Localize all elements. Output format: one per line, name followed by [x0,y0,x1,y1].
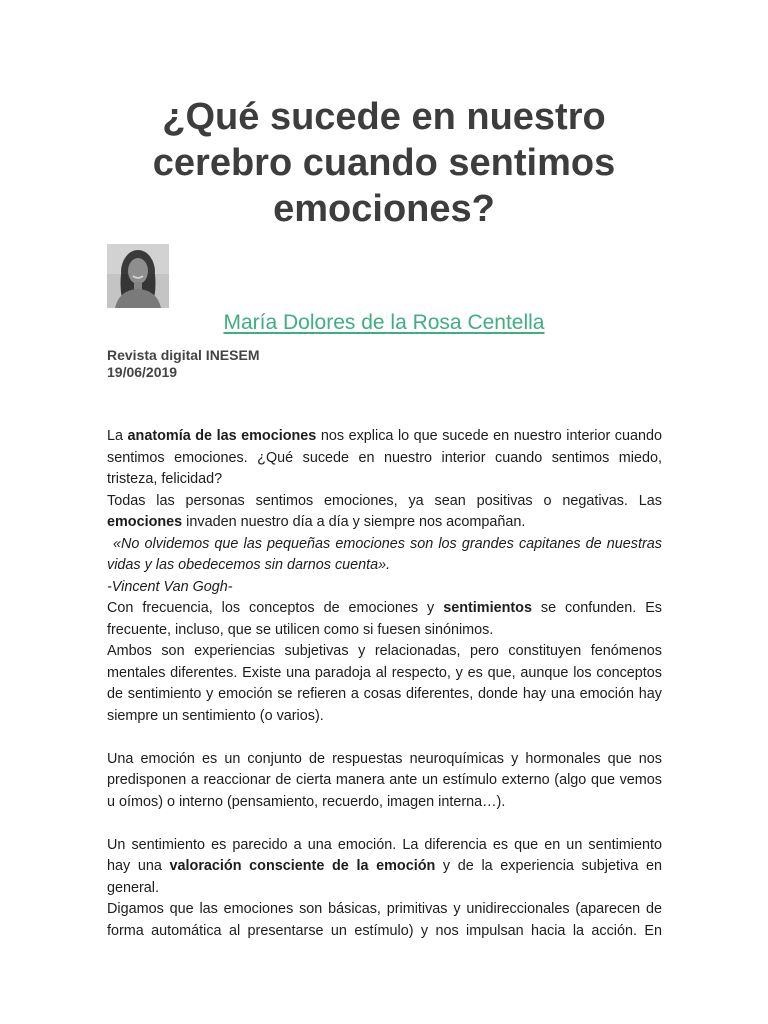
bold-term: anatomía de las emociones [127,428,317,444]
article-meta [107,347,259,381]
bold-term: emociones [107,514,183,530]
paragraph-text: se confunden. Es frecuente, incluso, que se utilicen como si fuesen sinónimos. [107,600,663,638]
paragraph-text: nos explica lo que sucede en nuestro interior cuando sentimos emociones. ¿Qué sucede en nuestro interior cuando sentimos miedo, tristeza, felicidad? [107,428,662,487]
paragraph-5: Una emoción es un conjunto de respuestas neuroquímicas y hormonales que nos predisponen a reaccionar de cierta manera ante un estímulo externo (algo que vemos u oímos) o interno (pensamiento, recuerdo, imagen interna…). [107,750,662,810]
paragraph-text: y de la experiencia subjetiva en general. [107,858,663,896]
paragraph-text: La [107,428,128,444]
paragraph-1 [107,426,662,491]
paragraph-7: Digamos que las emociones son básicas, primitivas y unidireccionales (aparecen de forma automática al presentarse un estímulo) y nos impulsan hacia la acción. En [107,901,662,939]
article-body [107,426,662,942]
author-link[interactable]: María Dolores de la Rosa Centella [223,311,545,334]
publication-name: Revista digital INESEM [107,347,260,363]
paragraph-6 [107,835,662,900]
paragraph-2 [107,491,662,534]
paragraph-text: Un sentimiento es parecido a una emoción. La diferencia es que en un sentimiento hay una [107,836,662,874]
paragraph-4: Ambos son experiencias subjetivas y relacionadas, pero constituyen fenómenos mentales diferentes. Existe una paradoja al respecto, y es que, aunque los conceptos de sentimiento y emoción se refieren a cosas diferentes, donde hay una emoción hay siempre un sentimiento (o varios). [107,643,662,724]
author-photo [107,244,169,308]
paragraph-text: Con frecuencia, los conceptos de emociones y [107,600,444,616]
quote-text: «No olvidemos que las pequeñas emociones son los grandes capitanes de nuestras vidas y las obedecemos sin darnos cuenta». [107,535,662,573]
page-title: ¿Qué sucede en nuestro cerebro cuando sentimos emociones? [152,96,616,230]
publication-date: 19/06/2019 [107,364,178,380]
paragraph-text: invaden nuestro día a día y siempre nos acompañan. [182,514,526,530]
paragraph-3 [107,598,662,641]
bold-term: valoración consciente de la emoción [169,858,436,874]
paragraph-text: Todas las personas sentimos emociones, ya sean positivas o negativas. Las [107,492,662,509]
author-avatar [107,244,169,308]
bold-term: sentimientos [443,600,532,616]
quote-author: -Vincent Van Gogh- [107,578,233,595]
